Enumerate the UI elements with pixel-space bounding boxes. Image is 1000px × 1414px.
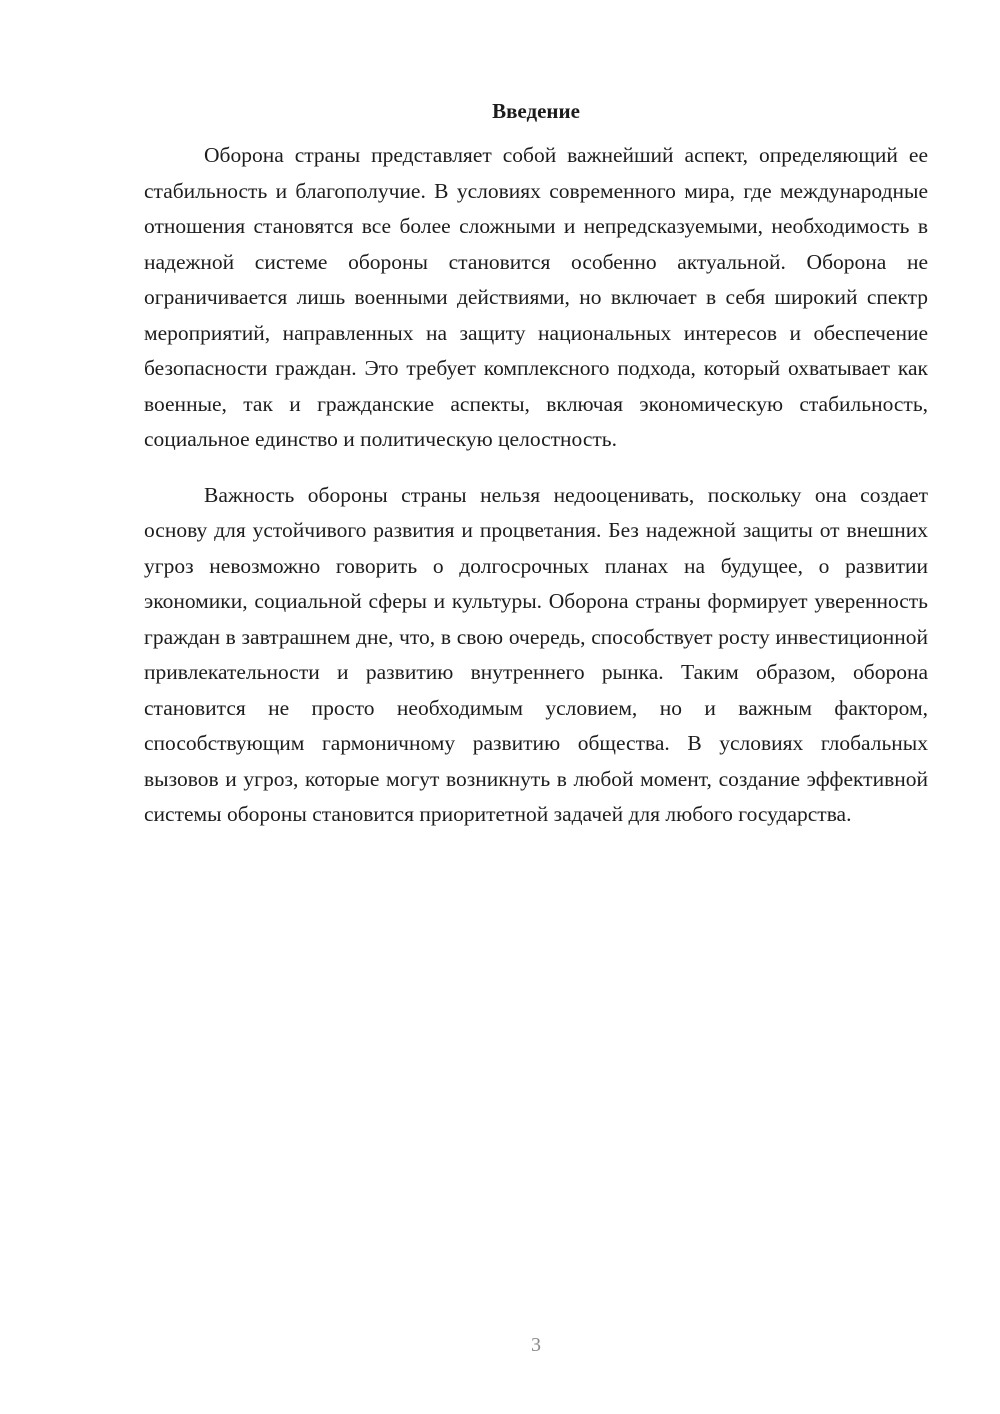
paragraph-1: Оборона страны представляет собой важнейший аспект, определяющий ее стабильность и благополучие. В условиях современного мира, где международные отношения становятся все более сложными и непредсказуемыми, необходимость в надежной системе обороны становится особенно актуальной. Оборона не ограничивается лишь военными действиями, но включает в себя широкий спектр мероприятий, направленных на защиту национальных интересов и обеспечение безопасности граждан. Это требует комплексного подхода, который охватывает как военные, так и гражданские аспекты, включая экономическую стабильность, социальное единство и политическую целостность. <box>144 143 928 451</box>
page-content <box>144 96 928 833</box>
section-heading: Введение <box>492 99 580 123</box>
paragraph-2: Важность обороны страны нельзя недооценивать, поскольку она создает основу для устойчивого развития и процветания. Без надежной защиты от внешних угроз невозможно говорить о долгосрочных планах на будущее, о развитии экономики, социальной сферы и культуры. Оборона страны формирует уверенность граждан в завтрашнем дне, что, в свою очередь, способствует росту инвестиционной привлекательности и развитию внутреннего рынка. Таким образом, оборона становится не просто необходимым условием, но и важным фактором, способствующим гармоничному развитию общества. В условиях глобальных вызовов и угроз, которые могут возникнуть в любой момент, создание эффективной системы обороны становится приоритетной задачей для любого государства. <box>144 482 928 826</box>
page-number: 3 <box>531 1334 541 1356</box>
